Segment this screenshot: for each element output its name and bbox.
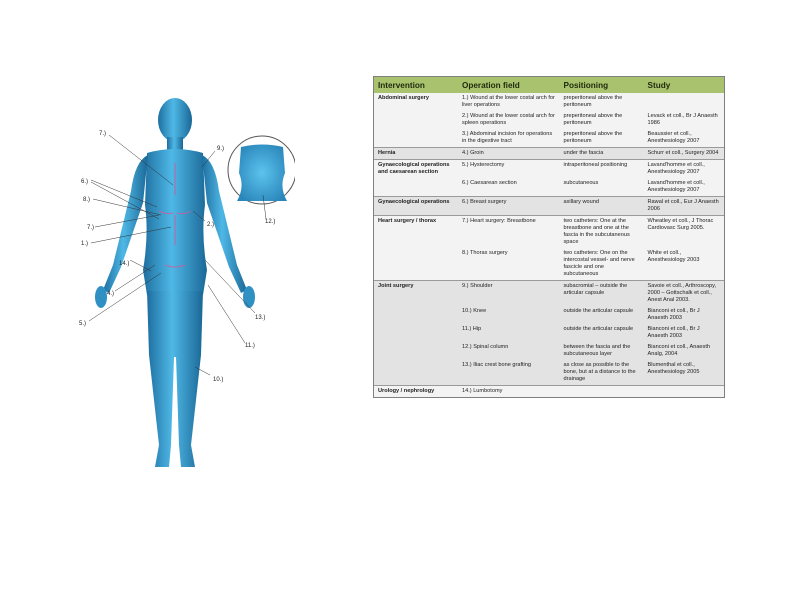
label-12: 12.) [265,219,276,225]
row-study [644,93,725,111]
table-row [374,216,724,249]
legs-shape [147,291,203,467]
table-row [374,306,724,324]
table-row [374,178,724,197]
row-intervention: Gynaecological operations and caesarean section [374,160,458,179]
row-intervention: Heart surgery / thorax [374,216,458,249]
row-positioning: axillary wound [560,197,644,216]
table-body [374,93,724,397]
row-study: Beaussier et coll., Anesthesiology 2007 [644,129,725,148]
row-positioning: between the fascia and the subcutaneous layer [560,342,644,360]
label-7: 7.) [99,131,107,137]
row-intervention [374,360,458,386]
row-positioning: two catheters: One on the intercostal vessel- and nerve fascicle and one subcutaneous [560,248,644,281]
row-intervention [374,111,458,129]
anatomy-figure [55,95,295,475]
table-row [374,342,724,360]
table-row [374,360,724,386]
row-positioning: subacromial – outside the articular capsule [560,281,644,307]
row-study: Bianconi et coll., Br J Anaesth 2003 [644,306,725,324]
label-11: 11.) [245,343,255,349]
row-operation-field: 10.) Knee [458,306,560,324]
row-operation-field: 5.) Hysterectomy [458,160,560,179]
body-illustration [55,95,295,475]
label-13: 13.) [255,315,266,321]
table-row [374,160,724,179]
row-operation-field: 3.) Abdominal incision for operations in the digestive tract [458,129,560,148]
row-intervention [374,324,458,342]
row-operation-field: 11.) Hip [458,324,560,342]
header-operation-field: Operation field [458,77,560,93]
label-2: 2.) [207,222,215,228]
label-8: 8.) [83,197,91,203]
label-6: 6.) [81,179,89,185]
row-study: Bianconi et coll., Br J Anaesth 2003 [644,324,725,342]
row-intervention: Urology / nephrology [374,386,458,398]
row-study [644,386,725,398]
label-14: 14.) [119,261,130,267]
row-operation-field: 1.) Wound at the lower costal arch for liver operations [458,93,560,111]
table-row [374,111,724,129]
row-operation-field: 8.) Thorax surgery [458,248,560,281]
header-study: Study [644,77,725,93]
row-intervention [374,129,458,148]
row-positioning: preperitoneal above the peritoneum [560,111,644,129]
row-positioning: intraperitoneal positioning [560,160,644,179]
row-operation-field: 2.) Wound at the lower costal arch for spleen operations [458,111,560,129]
row-operation-field: 12.) Spinal column [458,342,560,360]
row-operation-field: 4.) Groin [458,148,560,160]
table-row [374,386,724,398]
row-operation-field: 7.) Heart surgery: Breastbone [458,216,560,249]
table-row [374,248,724,281]
row-positioning: two catheters: One at the breastbone and one at the fascia in the subcutaneous space [560,216,644,249]
row-study: White et coll., Anesthesiology 2003 [644,248,725,281]
row-study: Savoie et coll., Arthroscopy, 2000 – Gottschalk et coll., Anest Anal 2003. [644,281,725,307]
header-positioning: Positioning [560,77,644,93]
table-row [374,197,724,216]
table-row [374,324,724,342]
row-positioning: subcutaneous [560,178,644,197]
row-intervention [374,306,458,324]
row-positioning: under the fascia [560,148,644,160]
row-operation-field: 9.) Shoulder [458,281,560,307]
label-1: 1.) [81,241,89,247]
row-study: Bianconi et coll., Anaesth Analg, 2004 [644,342,725,360]
row-positioning: preperitoneal above the peritoneum [560,93,644,111]
table-row [374,129,724,148]
row-intervention: Abdominal surgery [374,93,458,111]
row-study: Rawal et coll., Eur J Anaesth 2006 [644,197,725,216]
row-intervention [374,248,458,281]
row-intervention: Gynaecological operations [374,197,458,216]
header-intervention: Intervention [374,77,458,93]
row-study: Schurr et coll., Surgery 2004 [644,148,725,160]
row-operation-field: 6.) Breast surgery [458,197,560,216]
label-5: 5.) [79,321,87,327]
row-study: Lavand'homme et coll., Anesthesiology 2007 [644,178,725,197]
label-10: 10.) [213,377,224,383]
row-intervention [374,342,458,360]
table-row [374,148,724,160]
head-shape [158,98,192,142]
row-operation-field: 13.) Iliac crest bone grafting [458,360,560,386]
row-intervention: Hernia [374,148,458,160]
table-header-row [374,77,724,93]
row-positioning: preperitoneal above the peritoneum [560,129,644,148]
row-positioning [560,386,644,398]
row-study: Blumenthal et coll., Anesthesiology 2005 [644,360,725,386]
row-study: Lavand'homme et coll., Anesthesiology 2007 [644,160,725,179]
label-7b: 7.) [87,225,95,231]
row-positioning: outside the articular capsule [560,324,644,342]
row-study: Wheatley et coll., J Thorac Cardiovasc Surg 2005. [644,216,725,249]
row-operation-field: 6.) Caesarean section [458,178,560,197]
row-intervention: Joint surgery [374,281,458,307]
table-row [374,281,724,307]
row-positioning: outside the articular capsule [560,306,644,324]
row-operation-field: 14.) Lumbotomy [458,386,560,398]
row-study: Levack et coll., Br J Anaesth 1986 [644,111,725,129]
row-positioning: as close as possible to the bone, but at a distance to the drainage [560,360,644,386]
intervention-table [373,76,725,398]
table-row [374,93,724,111]
label-9: 9.) [217,146,225,152]
row-intervention [374,178,458,197]
label-4: 4.) [107,291,115,297]
